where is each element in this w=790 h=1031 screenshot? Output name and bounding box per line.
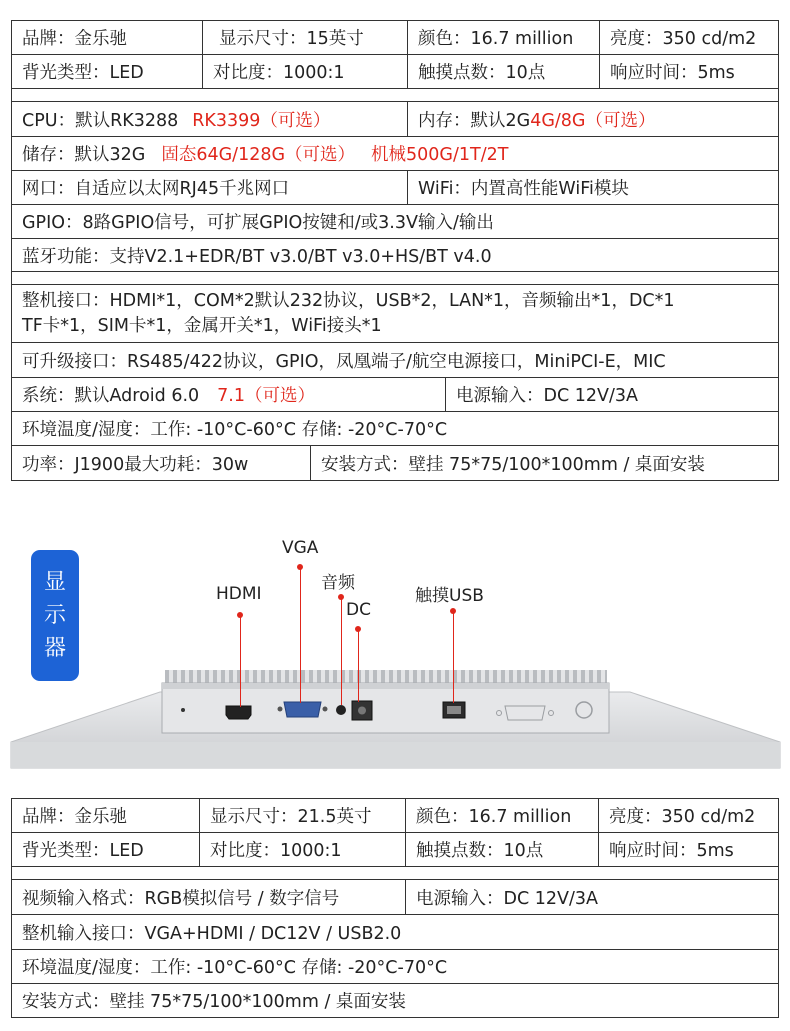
touch-usb-label: 触摸USB <box>415 586 484 606</box>
spec-row <box>11 55 779 89</box>
spec-touch-points: 触摸点数：10点 <box>405 833 598 866</box>
spec-row <box>11 239 779 272</box>
spec-environment: 环境温度/湿度：工作: -10°C-60°C 存储: -20°C-70°C <box>22 420 448 440</box>
spec-ports <box>12 285 778 342</box>
spec-row <box>11 343 779 378</box>
spec-video-input: 视频输入格式：RGB模拟信号 / 数字信号 <box>22 888 340 909</box>
spec-row <box>11 446 779 481</box>
spec-storage-default: 储存：默认32G <box>22 145 146 165</box>
spec-gap-row <box>11 272 779 285</box>
spec-gpio: GPIO：8路GPIO信号，可扩展GPIO按键和/或3.3V输入/输出 <box>22 213 494 233</box>
spec-memory-default: 内存：默认2G <box>418 110 531 131</box>
spec-row <box>11 137 779 171</box>
spec-os-option: 7.1（可选） <box>217 386 315 406</box>
vga-label: VGA <box>282 538 319 558</box>
spec-ports-line1: 整机接口：HDMI*1，COM*2默认232协议，USB*2，LAN*1，音频输出*1，DC*1 <box>22 290 675 311</box>
spec-row <box>11 102 779 137</box>
spec-contrast: 对比度：1000:1 <box>199 833 405 866</box>
device-illustration <box>0 520 790 790</box>
spec-row <box>11 915 779 950</box>
spec-mounting: 安装方式：壁挂 75*75/100*100mm / 桌面安装 <box>22 992 406 1012</box>
spec-touch-points: 触摸点数：10点 <box>407 55 599 88</box>
spec-storage-ssd: 固态64G/128G（可选） <box>161 145 356 165</box>
spec-os <box>12 378 445 411</box>
badge-char: 显 <box>43 570 66 595</box>
spec-backlight: 背光类型：LED <box>22 63 144 83</box>
spec-mounting: 安装方式：壁挂 75*75/100*100mm / 桌面安装 <box>310 446 778 480</box>
spec-network: 网口：自适应以太网RJ45千兆网口 <box>22 179 290 199</box>
spec-upgrade-ports: 可升级接口：RS485/422协议，GPIO，凤凰端子/航空电源接口，MiniPCI-E，MIC <box>22 351 666 372</box>
spec-table-15in <box>11 20 779 481</box>
audio-label: 音频 <box>321 573 355 593</box>
spec-row <box>11 833 779 867</box>
spec-row <box>11 205 779 239</box>
hdmi-leader-line <box>240 615 241 707</box>
spec-environment: 环境温度/湿度：工作: -10°C-60°C 存储: -20°C-70°C <box>22 958 448 978</box>
spec-brightness: 亮度：350 cd/m2 <box>598 799 778 832</box>
spec-os-default: 系统：默认Adroid 6.0 <box>22 386 200 406</box>
spec-storage <box>12 137 778 170</box>
spec-gap-row <box>11 89 779 102</box>
spec-row <box>11 21 779 55</box>
spec-row <box>11 412 779 446</box>
spec-gap-row <box>11 867 779 880</box>
spec-cpu <box>12 102 407 136</box>
spec-row <box>11 950 779 984</box>
spec-bluetooth: 蓝牙功能：支持V2.1+EDR/BT v3.0/BT v3.0+HS/BT v4.0 <box>22 246 492 267</box>
audio-leader-line <box>341 597 342 705</box>
spec-response-time: 响应时间：5ms <box>599 55 778 88</box>
spec-color: 颜色：16.7 million <box>405 799 598 832</box>
spec-row <box>11 171 779 205</box>
spec-color: 颜色：16.7 million <box>407 21 599 54</box>
spec-storage-hdd: 机械500G/1T/2T <box>371 145 509 165</box>
spec-response-time: 响应时间：5ms <box>598 833 778 866</box>
spec-power-input: 电源输入：DC 12V/3A <box>445 378 778 411</box>
spec-brightness: 亮度：350 cd/m2 <box>599 21 778 54</box>
touch-usb-leader-line <box>453 611 454 703</box>
vga-leader-line <box>300 567 301 703</box>
spec-ports-line2: TF卡*1，SIM卡*1，金属开关*1，WiFi接头*1 <box>22 315 382 336</box>
spec-memory-option: 4G/8G（可选） <box>530 110 656 131</box>
spec-cpu-default: CPU：默认RK3288 <box>22 110 179 131</box>
spec-contrast: 对比度：1000:1 <box>202 55 407 88</box>
spec-row <box>11 378 779 412</box>
spec-row <box>11 984 779 1018</box>
spec-backlight: 背光类型：LED <box>22 841 144 861</box>
spec-display-size: 显示尺寸：15英寸 <box>202 21 407 54</box>
spec-table-21in <box>11 798 779 1018</box>
spec-cpu-option: RK3399（可选） <box>192 110 331 131</box>
badge-char: 器 <box>43 636 66 661</box>
spec-wifi: WiFi：内置高性能WiFi模块 <box>407 171 778 204</box>
spec-input-ports: 整机输入接口：VGA+HDMI / DC12V / USB2.0 <box>22 923 402 944</box>
spec-brand: 品牌：金乐驰 <box>22 29 127 49</box>
badge-char: 示 <box>43 603 66 628</box>
dc-leader-line <box>358 629 359 702</box>
spec-row <box>11 799 779 833</box>
hdmi-label: HDMI <box>216 584 262 604</box>
spec-power-input: 电源输入：DC 12V/3A <box>405 880 778 914</box>
spec-row <box>11 880 779 915</box>
spec-power: 功率：J1900最大功耗：30w <box>22 454 249 475</box>
spec-row <box>11 285 779 343</box>
dc-label: DC <box>346 600 371 620</box>
spec-display-size: 显示尺寸：21.5英寸 <box>199 799 405 832</box>
spec-memory <box>407 102 778 136</box>
spec-brand: 品牌：金乐驰 <box>22 807 127 827</box>
monitor-back-panel <box>0 520 790 790</box>
